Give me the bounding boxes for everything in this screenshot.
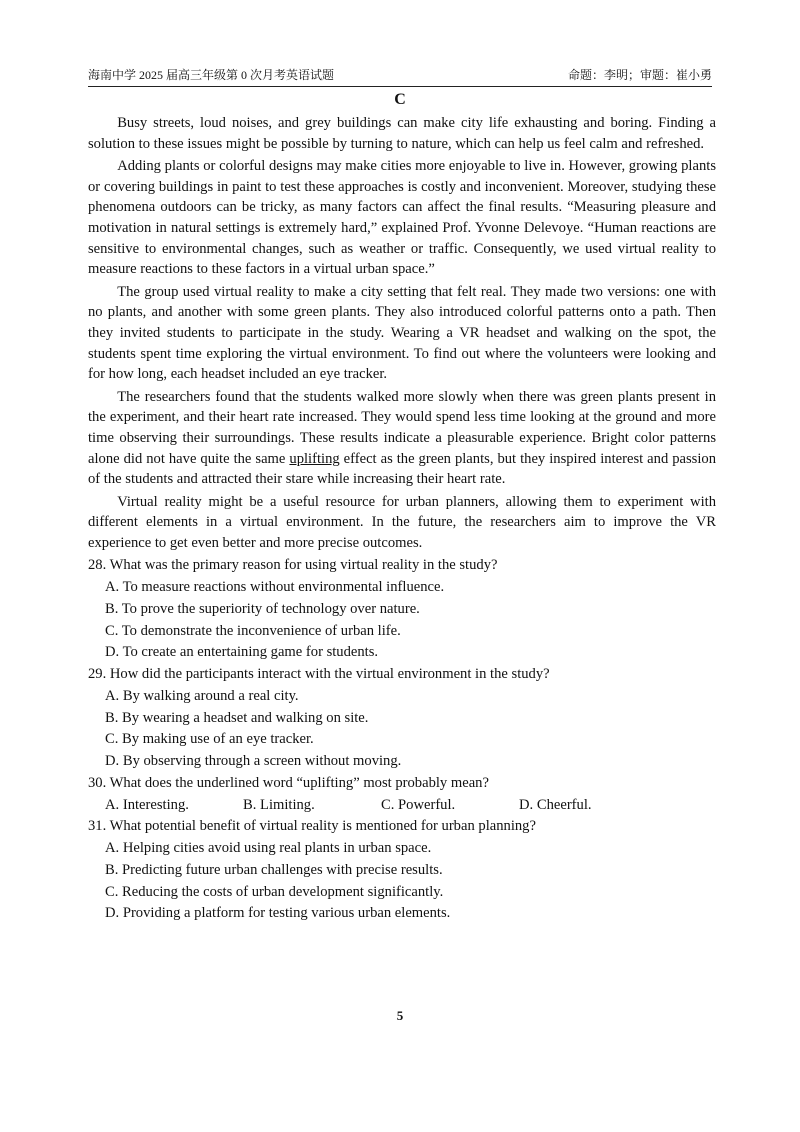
paragraph-4-text-after: effect as the green plants, but they inspired interest and passion of the students and attracted their stare while increasing their heart rate. bbox=[88, 450, 717, 488]
question-list bbox=[88, 555, 716, 925]
option-b: B. To prove the superiority of technology over nature. bbox=[105, 600, 420, 617]
underlined-word: uplifting bbox=[289, 450, 340, 467]
passage-paragraph-5: Virtual reality might be a useful resource for urban planners, allowing them to experiment with different elements in a virtual environment. In the future, the researchers aim to improve the VR experience to get even better and more precise outcomes. bbox=[88, 493, 716, 551]
page-header bbox=[88, 66, 712, 87]
question-31 bbox=[88, 816, 716, 925]
question-stem: 29. How did the participants interact with the virtual environment in the study? bbox=[88, 666, 550, 683]
option-c: C. Powerful. bbox=[381, 796, 456, 813]
passage bbox=[88, 113, 716, 553]
option-c: C. By making use of an eye tracker. bbox=[105, 731, 314, 748]
reading-content bbox=[88, 113, 716, 925]
option-d: D. To create an entertaining game for students. bbox=[105, 644, 379, 661]
passage-paragraph-1: Busy streets, loud noises, and grey buildings can make city life exhausting and boring. Finding a solution to these issues might be possible by turning to nature, which can help us feel calm and refreshed. bbox=[88, 115, 716, 152]
option-a: A. Helping cities avoid using real plants in urban space. bbox=[105, 840, 432, 857]
option-c: C. To demonstrate the inconvenience of urban life. bbox=[105, 622, 401, 639]
question-28 bbox=[88, 555, 716, 664]
question-stem: 30. What does the underlined word “uplifting” most probably mean? bbox=[88, 775, 489, 792]
question-29 bbox=[88, 664, 716, 773]
question-stem: 31. What potential benefit of virtual reality is mentioned for urban planning? bbox=[88, 818, 536, 835]
option-d: D. By observing through a screen without moving. bbox=[105, 753, 402, 770]
option-b: B. By wearing a headset and walking on site. bbox=[105, 709, 369, 726]
option-a: A. Interesting. bbox=[105, 796, 189, 813]
section-heading: C bbox=[394, 91, 406, 108]
paragraph-4-text-before: The researchers found that the students walked more slowly when there was green plants present in the experiment, and their heart rate increased. They would spend less time looking at the ground and more time observing their surroundings. These results indicate a pleasurable experience. Bright color patterns alone did not have quite the same bbox=[88, 388, 716, 467]
question-30 bbox=[88, 773, 716, 816]
option-a: A. To measure reactions without environmental influence. bbox=[105, 579, 445, 596]
page-number: 5 bbox=[396, 1008, 404, 1023]
author-credits: 命题：李明；审题：崔小勇 bbox=[567, 68, 712, 82]
option-d: D. Cheerful. bbox=[519, 796, 592, 813]
passage-paragraph-2: Adding plants or colorful designs may make cities more enjoyable to live in. However, growing plants or covering buildings in paint to test these approaches is costly and inconvenient. Moreover, studying these phenomena outdoors can be tricky, as many factors can affect the final results. “Measuring pleasure and motivation in natural settings is extremely hard,” explained Prof. Yvonne Delevoye. “Human reactions are sensitive to environmental changes, such as weather or traffic. Consequently, we used virtual reality to measure reactions to these factors in a virtual urban space.” bbox=[88, 158, 716, 278]
option-a: A. By walking around a real city. bbox=[105, 687, 299, 704]
option-d: D. Providing a platform for testing various urban elements. bbox=[105, 905, 451, 922]
option-b: B. Limiting. bbox=[243, 796, 315, 813]
passage-paragraph-3: The group used virtual reality to make a city setting that felt real. They made two versions: one with no plants, and another with some green plants. They also introduced colorful patterns onto a path. Then they invited students to participate in the study. Wearing a VR headset and walking on the spot, the students spent time exploring the virtual environment. To find out where the volunteers were looking and for how long, each headset included an eye tracker. bbox=[88, 283, 716, 383]
option-c: C. Reducing the costs of urban development significantly. bbox=[105, 883, 444, 900]
option-b: B. Predicting future urban challenges with precise results. bbox=[105, 861, 443, 878]
exam-title: 海南中学 2025 届高三年级第 0 次月考英语试题 bbox=[88, 68, 335, 82]
option-row bbox=[88, 795, 716, 817]
passage-paragraph-4 bbox=[88, 387, 716, 490]
question-stem: 28. What was the primary reason for using virtual reality in the study? bbox=[88, 557, 498, 574]
